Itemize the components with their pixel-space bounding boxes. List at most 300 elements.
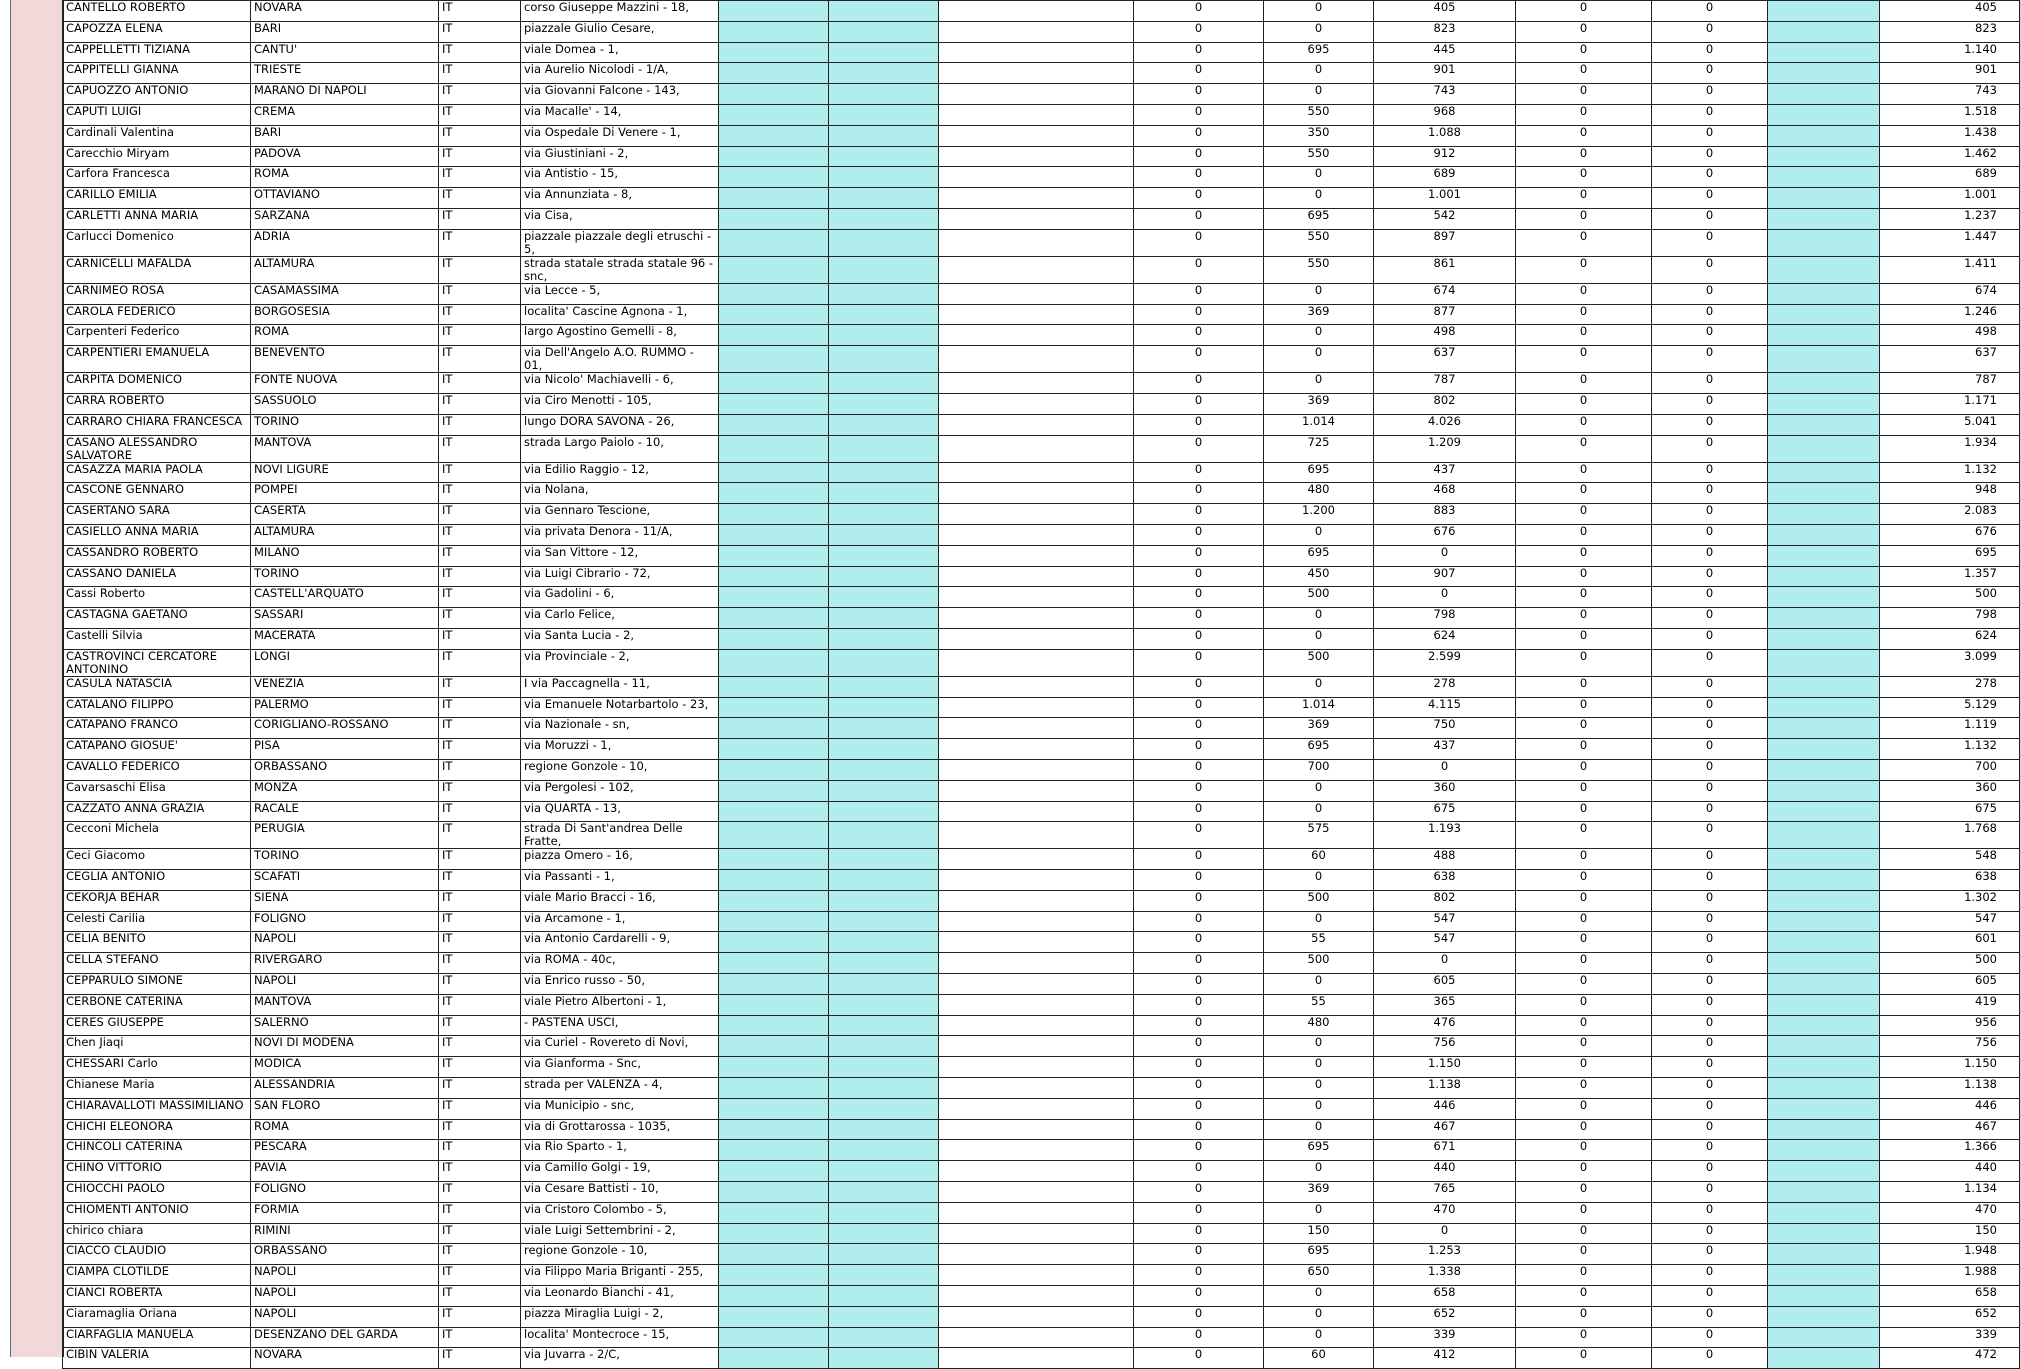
cell-value-2: 0 [1264, 1078, 1374, 1099]
cell-value-4: 0 [1516, 1098, 1652, 1119]
cell-value-1: 0 [1134, 229, 1264, 256]
cell-highlight-c [1768, 953, 1880, 974]
cell-country: IT [439, 325, 521, 346]
cell-highlight-a [719, 974, 829, 995]
cell-country: IT [439, 628, 521, 649]
cell-value-4: 0 [1516, 1286, 1652, 1307]
cell-blank [939, 283, 1134, 304]
cell-value-4: 0 [1516, 146, 1652, 167]
cell-value-2: 55 [1264, 994, 1374, 1015]
cell-value-3: 861 [1374, 256, 1516, 283]
cell-total: 1.246 [1880, 304, 2020, 325]
cell-city: NOVI DI MODENA [251, 1036, 439, 1057]
cell-value-1: 0 [1134, 1327, 1264, 1348]
cell-value-1: 0 [1134, 628, 1264, 649]
cell-value-3: 912 [1374, 146, 1516, 167]
cell-value-2: 0 [1264, 167, 1374, 188]
cell-name: CAROLA FEDERICO [63, 304, 251, 325]
cell-country: IT [439, 676, 521, 697]
cell-name: CIANCI ROBERTA [63, 1286, 251, 1307]
table-row [63, 373, 2020, 394]
cell-highlight-b [829, 587, 939, 608]
table-row [63, 435, 2020, 462]
cell-value-4: 0 [1516, 42, 1652, 63]
cell-value-2: 725 [1264, 435, 1374, 462]
cell-total: 1.447 [1880, 229, 2020, 256]
cell-city: VENEZIA [251, 676, 439, 697]
cell-address: via privata Denora - 11/A, [521, 524, 719, 545]
cell-highlight-a [719, 208, 829, 229]
cell-highlight-b [829, 1078, 939, 1099]
cell-city: FOLIGNO [251, 1182, 439, 1203]
cell-highlight-c [1768, 208, 1880, 229]
cell-total: 1.934 [1880, 435, 2020, 462]
cell-value-5: 0 [1652, 63, 1768, 84]
cell-value-1: 0 [1134, 911, 1264, 932]
cell-highlight-b [829, 932, 939, 953]
cell-value-1: 0 [1134, 21, 1264, 42]
cell-total: 2.083 [1880, 504, 2020, 525]
cell-value-1: 0 [1134, 739, 1264, 760]
cell-value-5: 0 [1652, 870, 1768, 891]
cell-highlight-a [719, 587, 829, 608]
cell-city: MANTOVA [251, 994, 439, 1015]
cell-blank [939, 932, 1134, 953]
cell-total: 798 [1880, 608, 2020, 629]
cell-address: via Nicolo' Machiavelli - 6, [521, 373, 719, 394]
cell-value-3: 405 [1374, 1, 1516, 22]
cell-name: CARNICELLI MAFALDA [63, 256, 251, 283]
cell-name: Chianese Maria [63, 1078, 251, 1099]
cell-value-3: 437 [1374, 739, 1516, 760]
cell-value-1: 0 [1134, 256, 1264, 283]
cell-value-5: 0 [1652, 1182, 1768, 1203]
cell-highlight-b [829, 1327, 939, 1348]
cell-name: Carpenteri Federico [63, 325, 251, 346]
cell-blank [939, 870, 1134, 891]
cell-blank [939, 890, 1134, 911]
cell-value-5: 0 [1652, 229, 1768, 256]
cell-highlight-c [1768, 566, 1880, 587]
cell-country: IT [439, 1265, 521, 1286]
table-row [63, 822, 2020, 849]
cell-value-3: 470 [1374, 1202, 1516, 1223]
cell-highlight-b [829, 911, 939, 932]
cell-highlight-a [719, 146, 829, 167]
table-row [63, 1119, 2020, 1140]
cell-value-5: 0 [1652, 104, 1768, 125]
cell-highlight-a [719, 1327, 829, 1348]
cell-value-5: 0 [1652, 890, 1768, 911]
table-row [63, 801, 2020, 822]
cell-value-3: 605 [1374, 974, 1516, 995]
cell-highlight-a [719, 435, 829, 462]
cell-name: CASSANO DANIELA [63, 566, 251, 587]
cell-value-3: 1.253 [1374, 1244, 1516, 1265]
cell-value-5: 0 [1652, 373, 1768, 394]
cell-highlight-c [1768, 283, 1880, 304]
cell-highlight-c [1768, 1244, 1880, 1265]
table-row [63, 545, 2020, 566]
cell-name: Cecconi Michela [63, 822, 251, 849]
cell-name: Castelli Silvia [63, 628, 251, 649]
cell-blank [939, 1244, 1134, 1265]
cell-highlight-b [829, 167, 939, 188]
cell-name: CASAZZA MARIA PAOLA [63, 462, 251, 483]
cell-value-5: 0 [1652, 697, 1768, 718]
cell-value-4: 0 [1516, 1119, 1652, 1140]
cell-blank [939, 1015, 1134, 1036]
cell-value-2: 500 [1264, 890, 1374, 911]
cell-value-1: 0 [1134, 780, 1264, 801]
cell-value-5: 0 [1652, 608, 1768, 629]
cell-value-4: 0 [1516, 229, 1652, 256]
cell-country: IT [439, 167, 521, 188]
cell-total: 1.134 [1880, 1182, 2020, 1203]
cell-value-2: 55 [1264, 932, 1374, 953]
cell-city: FONTE NUOVA [251, 373, 439, 394]
cell-highlight-a [719, 1202, 829, 1223]
table-row [63, 1348, 2020, 1369]
cell-value-2: 695 [1264, 42, 1374, 63]
cell-country: IT [439, 462, 521, 483]
cell-value-1: 0 [1134, 435, 1264, 462]
cell-blank [939, 1286, 1134, 1307]
cell-highlight-b [829, 524, 939, 545]
cell-highlight-c [1768, 649, 1880, 676]
cell-country: IT [439, 21, 521, 42]
cell-value-4: 0 [1516, 84, 1652, 105]
cell-country: IT [439, 208, 521, 229]
cell-value-4: 0 [1516, 21, 1652, 42]
cell-value-5: 0 [1652, 146, 1768, 167]
cell-country: IT [439, 718, 521, 739]
cell-country: IT [439, 566, 521, 587]
cell-city: TRIESTE [251, 63, 439, 84]
cell-total: 3.099 [1880, 649, 2020, 676]
cell-value-3: 445 [1374, 42, 1516, 63]
cell-city: TORINO [251, 849, 439, 870]
cell-value-4: 0 [1516, 870, 1652, 891]
cell-value-2: 0 [1264, 1327, 1374, 1348]
cell-value-5: 0 [1652, 167, 1768, 188]
cell-highlight-a [719, 104, 829, 125]
cell-highlight-a [719, 718, 829, 739]
cell-country: IT [439, 697, 521, 718]
cell-country: IT [439, 256, 521, 283]
cell-name: Celesti Carilia [63, 911, 251, 932]
cell-country: IT [439, 483, 521, 504]
cell-value-2: 0 [1264, 801, 1374, 822]
cell-highlight-c [1768, 1348, 1880, 1369]
cell-address: strada statale strada statale 96 - snc, [521, 256, 719, 283]
cell-total: 1.411 [1880, 256, 2020, 283]
cell-total: 1.132 [1880, 739, 2020, 760]
cell-highlight-a [719, 1161, 829, 1182]
cell-highlight-c [1768, 849, 1880, 870]
cell-value-4: 0 [1516, 801, 1652, 822]
cell-city: ALTAMURA [251, 256, 439, 283]
cell-value-1: 0 [1134, 483, 1264, 504]
cell-name: CASULA NATASCIA [63, 676, 251, 697]
cell-highlight-c [1768, 346, 1880, 373]
cell-name: CHIOMENTI ANTONIO [63, 1202, 251, 1223]
table-row [63, 1223, 2020, 1244]
cell-country: IT [439, 890, 521, 911]
cell-highlight-c [1768, 1119, 1880, 1140]
cell-value-3: 365 [1374, 994, 1516, 1015]
cell-value-3: 440 [1374, 1161, 1516, 1182]
cell-value-5: 0 [1652, 545, 1768, 566]
cell-blank [939, 373, 1134, 394]
cell-highlight-a [719, 739, 829, 760]
cell-highlight-b [829, 1140, 939, 1161]
table-row [63, 1265, 2020, 1286]
cell-value-4: 0 [1516, 325, 1652, 346]
cell-address: piazzale piazzale degli etruschi - 5, [521, 229, 719, 256]
cell-highlight-a [719, 63, 829, 84]
cell-value-1: 0 [1134, 462, 1264, 483]
cell-value-4: 0 [1516, 1244, 1652, 1265]
cell-value-1: 0 [1134, 1140, 1264, 1161]
cell-name: Carecchio Miryam [63, 146, 251, 167]
cell-value-5: 0 [1652, 718, 1768, 739]
cell-value-3: 0 [1374, 953, 1516, 974]
cell-value-4: 0 [1516, 1327, 1652, 1348]
table-row [63, 1098, 2020, 1119]
cell-blank [939, 759, 1134, 780]
cell-name: CATAPANO GIOSUE' [63, 739, 251, 760]
cell-highlight-b [829, 42, 939, 63]
cell-total: 405 [1880, 1, 2020, 22]
cell-total: 500 [1880, 953, 2020, 974]
cell-city: NOVARA [251, 1, 439, 22]
cell-blank [939, 628, 1134, 649]
cell-value-2: 480 [1264, 1015, 1374, 1036]
cell-highlight-c [1768, 587, 1880, 608]
cell-value-2: 369 [1264, 393, 1374, 414]
cell-name: Ciaramaglia Oriana [63, 1306, 251, 1327]
cell-value-4: 0 [1516, 1348, 1652, 1369]
cell-city: CASAMASSIMA [251, 283, 439, 304]
cell-country: IT [439, 587, 521, 608]
cell-value-5: 0 [1652, 1161, 1768, 1182]
cell-value-2: 1.014 [1264, 414, 1374, 435]
cell-blank [939, 414, 1134, 435]
cell-value-1: 0 [1134, 188, 1264, 209]
cell-value-4: 0 [1516, 932, 1652, 953]
cell-address: via Ospedale Di Venere - 1, [521, 125, 719, 146]
cell-city: TORINO [251, 566, 439, 587]
cell-total: 700 [1880, 759, 2020, 780]
table-row [63, 483, 2020, 504]
cell-value-5: 0 [1652, 649, 1768, 676]
cell-value-3: 4.026 [1374, 414, 1516, 435]
table-row [63, 849, 2020, 870]
cell-total: 1.462 [1880, 146, 2020, 167]
cell-city: BORGOSESIA [251, 304, 439, 325]
cell-country: IT [439, 1140, 521, 1161]
cell-city: FORMIA [251, 1202, 439, 1223]
cell-highlight-c [1768, 125, 1880, 146]
cell-highlight-c [1768, 435, 1880, 462]
cell-total: 1.366 [1880, 1140, 2020, 1161]
cell-value-1: 0 [1134, 759, 1264, 780]
cell-highlight-c [1768, 1202, 1880, 1223]
cell-city: PESCARA [251, 1140, 439, 1161]
cell-value-2: 450 [1264, 566, 1374, 587]
cell-value-1: 0 [1134, 1286, 1264, 1307]
cell-address: via Rio Sparto - 1, [521, 1140, 719, 1161]
cell-blank [939, 822, 1134, 849]
cell-total: 948 [1880, 483, 2020, 504]
cell-address: via Dell'Angelo A.O. RUMMO - 01, [521, 346, 719, 373]
cell-value-3: 547 [1374, 932, 1516, 953]
cell-name: CASSANDRO ROBERTO [63, 545, 251, 566]
cell-highlight-b [829, 1182, 939, 1203]
table-row [63, 146, 2020, 167]
table-row [63, 739, 2020, 760]
cell-value-2: 480 [1264, 483, 1374, 504]
cell-highlight-c [1768, 146, 1880, 167]
cell-value-3: 802 [1374, 393, 1516, 414]
cell-value-3: 624 [1374, 628, 1516, 649]
cell-highlight-b [829, 822, 939, 849]
cell-highlight-b [829, 545, 939, 566]
cell-value-2: 0 [1264, 1286, 1374, 1307]
cell-value-1: 0 [1134, 393, 1264, 414]
cell-value-1: 0 [1134, 974, 1264, 995]
cell-address: via QUARTA - 13, [521, 801, 719, 822]
cell-value-3: 0 [1374, 545, 1516, 566]
cell-value-3: 652 [1374, 1306, 1516, 1327]
cell-name: CASTROVINCI CERCATORE ANTONINO [63, 649, 251, 676]
cell-highlight-a [719, 870, 829, 891]
cell-value-1: 0 [1134, 994, 1264, 1015]
cell-value-2: 0 [1264, 1306, 1374, 1327]
cell-value-3: 750 [1374, 718, 1516, 739]
cell-value-3: 802 [1374, 890, 1516, 911]
cell-value-2: 0 [1264, 1057, 1374, 1078]
table-row [63, 504, 2020, 525]
cell-value-3: 4.115 [1374, 697, 1516, 718]
cell-city: PERUGIA [251, 822, 439, 849]
cell-highlight-b [829, 953, 939, 974]
cell-total: 1.119 [1880, 718, 2020, 739]
cell-address: via Gianforma - Snc, [521, 1057, 719, 1078]
cell-highlight-b [829, 1015, 939, 1036]
cell-city: FOLIGNO [251, 911, 439, 932]
cell-highlight-b [829, 739, 939, 760]
cell-value-1: 0 [1134, 932, 1264, 953]
cell-country: IT [439, 994, 521, 1015]
cell-highlight-b [829, 676, 939, 697]
cell-highlight-c [1768, 414, 1880, 435]
cell-city: MONZA [251, 780, 439, 801]
cell-blank [939, 697, 1134, 718]
cell-address: via Gennaro Tescione, [521, 504, 719, 525]
table-row [63, 325, 2020, 346]
cell-value-3: 765 [1374, 1182, 1516, 1203]
table-row [63, 587, 2020, 608]
cell-address: via Santa Lucia - 2, [521, 628, 719, 649]
cell-value-5: 0 [1652, 566, 1768, 587]
cell-value-1: 0 [1134, 545, 1264, 566]
cell-highlight-c [1768, 759, 1880, 780]
cell-blank [939, 608, 1134, 629]
cell-blank [939, 504, 1134, 525]
cell-blank [939, 953, 1134, 974]
cell-value-5: 0 [1652, 435, 1768, 462]
data-table [62, 0, 2020, 1369]
cell-name: CIACCO CLAUDIO [63, 1244, 251, 1265]
cell-highlight-c [1768, 1182, 1880, 1203]
cell-value-2: 695 [1264, 1140, 1374, 1161]
cell-highlight-c [1768, 84, 1880, 105]
cell-highlight-b [829, 1036, 939, 1057]
cell-highlight-c [1768, 524, 1880, 545]
cell-blank [939, 229, 1134, 256]
cell-total: 689 [1880, 167, 2020, 188]
cell-highlight-b [829, 414, 939, 435]
cell-value-3: 1.001 [1374, 188, 1516, 209]
cell-blank [939, 1223, 1134, 1244]
table-row [63, 780, 2020, 801]
cell-highlight-c [1768, 739, 1880, 760]
cell-city: BARI [251, 21, 439, 42]
cell-value-2: 0 [1264, 608, 1374, 629]
cell-value-1: 0 [1134, 1036, 1264, 1057]
cell-country: IT [439, 1244, 521, 1265]
cell-value-1: 0 [1134, 1182, 1264, 1203]
table-row [63, 759, 2020, 780]
cell-name: Cassi Roberto [63, 587, 251, 608]
cell-highlight-c [1768, 801, 1880, 822]
cell-country: IT [439, 545, 521, 566]
cell-value-5: 0 [1652, 504, 1768, 525]
cell-name: Ceci Giacomo [63, 849, 251, 870]
table-row [63, 63, 2020, 84]
cell-name: CAPPELLETTI TIZIANA [63, 42, 251, 63]
cell-blank [939, 849, 1134, 870]
cell-highlight-c [1768, 373, 1880, 394]
cell-country: IT [439, 146, 521, 167]
cell-value-5: 0 [1652, 414, 1768, 435]
cell-highlight-a [719, 325, 829, 346]
cell-name: CARRA ROBERTO [63, 393, 251, 414]
cell-highlight-b [829, 890, 939, 911]
cell-total: 150 [1880, 1223, 2020, 1244]
cell-address: via Emanuele Notarbartolo - 23, [521, 697, 719, 718]
cell-value-4: 0 [1516, 1265, 1652, 1286]
cell-highlight-a [719, 42, 829, 63]
cell-value-1: 0 [1134, 870, 1264, 891]
cell-address: via Cristoro Colombo - 5, [521, 1202, 719, 1223]
cell-value-1: 0 [1134, 42, 1264, 63]
cell-highlight-c [1768, 1098, 1880, 1119]
cell-blank [939, 125, 1134, 146]
cell-value-4: 0 [1516, 1306, 1652, 1327]
cell-highlight-c [1768, 483, 1880, 504]
cell-value-3: 1.193 [1374, 822, 1516, 849]
cell-blank [939, 1057, 1134, 1078]
cell-value-3: 446 [1374, 1098, 1516, 1119]
cell-blank [939, 1327, 1134, 1348]
table-row [63, 42, 2020, 63]
cell-highlight-a [719, 84, 829, 105]
cell-value-4: 0 [1516, 890, 1652, 911]
cell-value-4: 0 [1516, 676, 1652, 697]
